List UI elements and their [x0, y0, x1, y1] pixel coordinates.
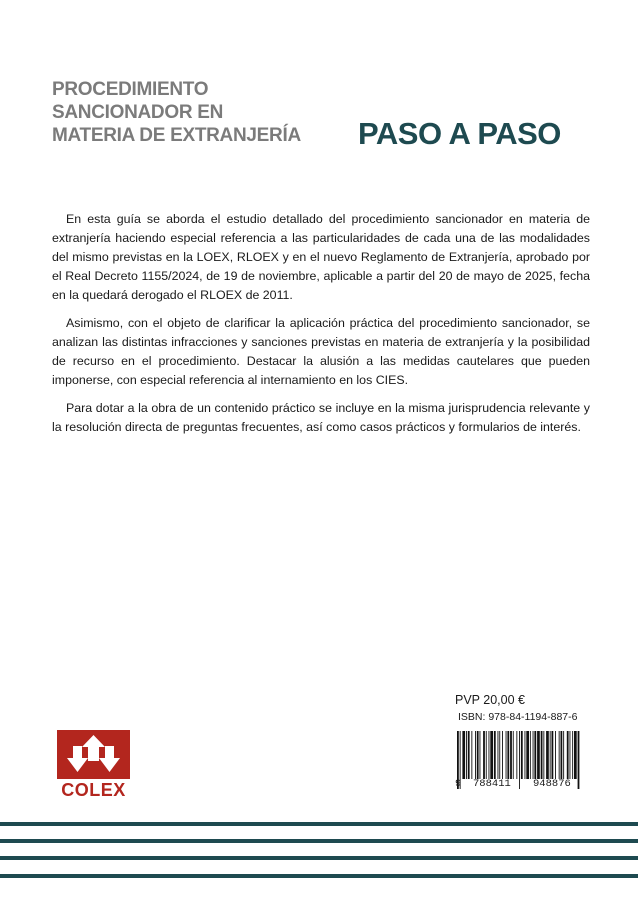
- series-title: PASO A PASO: [358, 116, 561, 151]
- decorative-stripe: [0, 856, 638, 860]
- barcode-bar: [519, 731, 520, 789]
- barcode-bar: [578, 731, 580, 789]
- back-cover-text: [52, 210, 590, 446]
- barcode-bar: [521, 731, 523, 779]
- barcode-bar: [486, 731, 487, 779]
- decorative-stripe: [0, 874, 638, 878]
- barcode-bar: [477, 731, 479, 779]
- barcode-digit-group: 948876: [533, 778, 571, 790]
- barcode-bar: [475, 731, 476, 779]
- barcode-digit-group: 9: [455, 778, 462, 790]
- barcode-bar: [537, 731, 540, 779]
- barcode-bar: [543, 731, 544, 779]
- paragraph: Asimismo, con el objeto de clarificar la aplicación práctica del procedimiento sancionador, se analizan las distintas infracciones y sanciones previstas en materia de extranjería y la posibilidad de recurso en el procedimiento. Destacar la alusión a las medidas cautelares que pueden imponerse, con especial referencia al internamiento en los CIES.: [52, 316, 590, 387]
- barcode-bar: [510, 731, 512, 779]
- barcode-bar: [513, 731, 514, 779]
- barcode-bar: [561, 731, 563, 779]
- barcode-bar: [567, 731, 569, 779]
- barcode-bar: [546, 731, 549, 779]
- paragraph: Para dotar a la obra de un contenido práctico se incluye en la misma jurisprudencia relevante y la resolución directa de preguntas frecuentes, así como casos prácticos y formularios de interés.: [52, 401, 590, 434]
- book-title-line: SANCIONADOR EN: [52, 102, 224, 123]
- barcode-bar: [490, 731, 493, 779]
- barcode-bar: [574, 731, 577, 779]
- barcode-bar: [506, 731, 507, 779]
- barcode-bar: [471, 731, 472, 779]
- barcode-bar: [541, 731, 543, 779]
- barcode-bar: [525, 731, 526, 779]
- barcode-bar: [526, 731, 529, 779]
- book-title-line: PROCEDIMIENTO: [52, 79, 209, 100]
- isbn-label: ISBN: 978-84-1194-887-6: [458, 711, 578, 723]
- barcode-bar: [468, 731, 470, 779]
- book-title: [52, 78, 352, 147]
- barcode-bar: [507, 731, 509, 779]
- barcode-bar: [489, 731, 490, 779]
- publisher-name: COLEX: [61, 780, 126, 800]
- barcode-bar: [466, 731, 467, 779]
- barcode-bar: [559, 731, 560, 779]
- barcode-bar: [530, 731, 531, 779]
- barcode-bar: [572, 731, 573, 779]
- barcode-bar: [502, 731, 503, 779]
- barcode-bar: [480, 731, 481, 779]
- barcode-bar: [552, 731, 554, 779]
- barcode-bar: [550, 731, 551, 779]
- publisher-logo: [57, 730, 130, 800]
- colex-arrows-icon: [57, 730, 130, 779]
- barcode-bar: [516, 731, 517, 779]
- decorative-stripe: [0, 839, 638, 843]
- barcode-bar: [555, 731, 556, 779]
- barcode-bar: [563, 731, 564, 779]
- book-title-line: MATERIA DE EXTRANJERÍA: [52, 125, 301, 146]
- barcode-bar: [483, 731, 485, 779]
- barcode-bar: [570, 731, 571, 779]
- barcode-bar: [499, 731, 500, 779]
- barcode-bar: [533, 731, 534, 779]
- barcode-bar: [462, 731, 465, 779]
- barcode-bar: [494, 731, 496, 779]
- paragraph: En esta guía se aborda el estudio detallado del procedimiento sancionador en materia de extranjería haciendo especial referencia a las particularidades de cada una de las modalidades del mismo previstas en la LOEX, RLOEX y en el nuevo Reglamento de Extranjería, aprobado por el Real Decreto 1155/2024, de 19 de noviembre, aplicable a partir del 20 de mayo de 2025, fecha en la quedará derogado el RLOEX de 2011.: [52, 212, 590, 302]
- decorative-stripe: [0, 822, 638, 826]
- barcode-bar: [498, 731, 499, 779]
- barcode-digit-group: 788411: [473, 778, 511, 790]
- barcode-bar: [534, 731, 536, 779]
- price-label: PVP 20,00 €: [455, 693, 525, 707]
